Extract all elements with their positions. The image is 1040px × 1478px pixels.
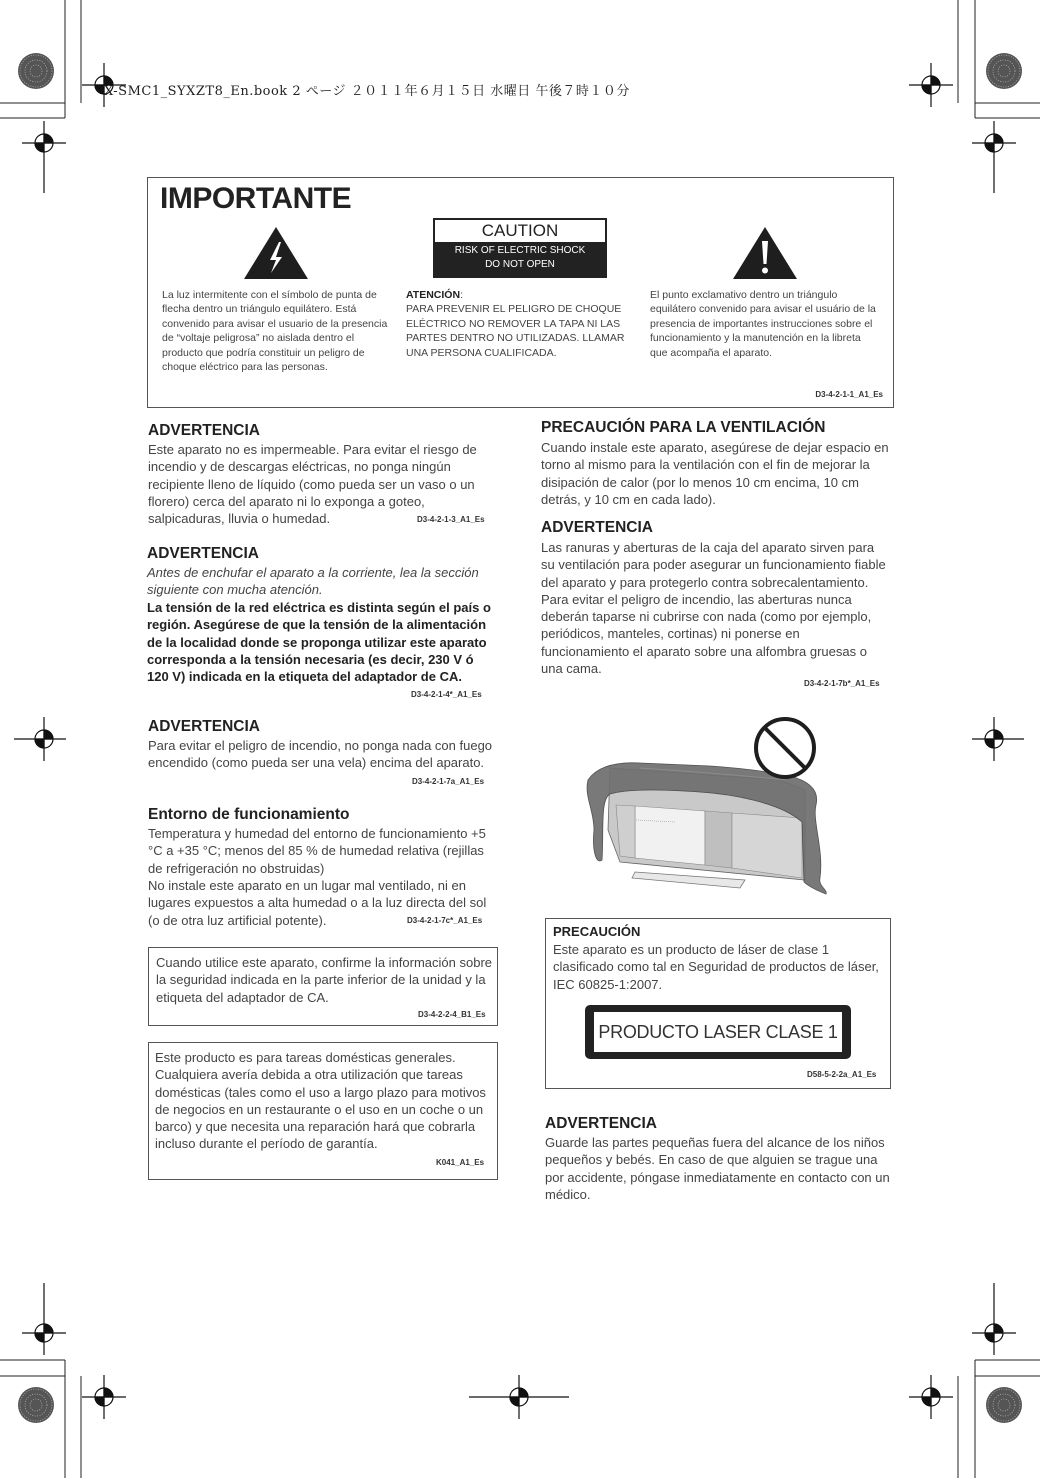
lightning-triangle-icon [243,226,309,280]
adv1-title: ADVERTENCIA [148,422,260,439]
adv2-italic: Antes de enchufar el aparato a la corriente, lea la sección siguiente con mucha atención. [147,565,479,598]
adv3-code: D3-4-2-1-7a_A1_Es [412,777,485,786]
adv5-title: ADVERTENCIA [545,1115,657,1132]
atencion-block [406,288,636,360]
entorno-code: D3-4-2-1-7c*_A1_Es [407,916,483,925]
caution-sub-line1: RISK OF ELECTRIC SHOCK [454,245,586,256]
atencion-label: ATENCIÓN [406,289,461,301]
exclamation-description: El punto exclamativo dentro un triángulo equilátero convenido para avisar el usuário de la presencia de importantes instrucciones sobre el funcionamiento y la manutención en la libreta que acompaña el aparato. [650,289,876,359]
lightning-description: La luz intermitente con el símbolo de punta de flecha dentro un triángulo equilátero. Está convenido para avisar el usuario de la presencia de “voltaje peligrosa” no aislada dentro el producto que podría constituir un peligro de choque eléctrico para las personas. [162,289,388,374]
adv3-text: Para evitar el peligro de incendio, no ponga nada con fuego encendido (como pueda ser una vela) encima del aparato. [148,738,493,771]
importante-title: IMPORTANTE [160,182,352,215]
info-box-2-code: K041_A1_Es [436,1158,485,1167]
book-header: X-SMC1_SYXZT8_En.book 2 ページ ２０１１年６月１５日 水曜日 午後７時１０分 [104,84,630,99]
adv5-text: Guarde las partes pequeñas fuera del alcance de los niños pequeños y bebés. En caso de que alguien se trague una por accidente, póngase inmediatamente en contacto con un médico. [545,1135,890,1202]
atencion-colon: : [460,289,463,301]
caution-subtitle [435,242,605,278]
importante-code: D3-4-2-1-1_A1_Es [815,390,883,399]
adv2-code: D3-4-2-1-4*_A1_Es [411,690,482,699]
precaucion-code: D58-5-2-2a_A1_Es [807,1070,877,1079]
adv2-bold: La tensión de la red eléctrica es distinta según el país o región. Asegúrese de que la tensión de la alimentación de la localidad donde se proponga utilizar este aparato corresponda a la tensión necesaria (es decir, 230 V ó 120 V) indicada en la etiqueta del adaptador de CA. [147,600,491,685]
covered-stereo-illustration [580,710,860,895]
adv2-title: ADVERTENCIA [147,545,259,562]
laser-class-label: PRODUCTO LASER CLASE 1 [594,1012,842,1052]
info-box-1-text: Cuando utilice este aparato, confirme la información sobre la seguridad indicada en la parte inferior de la unidad y la etiqueta del adaptador de CA. [156,955,493,1005]
adv4-text: Las ranuras y aberturas de la caja del aparato sirven para su ventilación para poder asegurar un funcionamiento fiable del aparato y para protegerlo contra sobrecalentamiento. Para evitar el peligro de incendio, las aberturas nunca deberán taparse ni cubrirse con nada (como por ejemplo, periódicos, manteles, cortinas) ni ponerse en funcionamiento el aparato sobre una alfombra gruesas o una cama. [541,540,886,677]
caution-label [433,218,607,278]
entorno-text2: No instale este aparato en un lugar mal ventilado, ni en lugares expuestos a alta humedad o a la luz directa del sol (o de otra luz artificial potente). [148,878,487,928]
vent-title: PRECAUCIÓN PARA LA VENTILACIÓN [541,419,826,436]
adv4-code: D3-4-2-1-7b*_A1_Es [804,679,880,688]
info-box-1-code: D3-4-2-2-4_B1_Es [418,1010,486,1019]
adv1-text: Este aparato no es impermeable. Para evitar el riesgo de incendio y de descargas eléctricas, no ponga ningún recipiente lleno de líquido (como pueda ser un vaso o un florero) cerca del aparato ni lo exponga a goteo, salpicaduras, lluvia o humedad. [148,442,477,527]
caution-title: CAUTION [481,221,559,240]
precaucion-title: PRECAUCIÓN [553,924,641,939]
exclamation-triangle-icon [732,226,798,280]
atencion-text: PARA PREVENIR EL PELIGRO DE CHOQUE ELÉCTRICO NO REMOVER LA TAPA NI LAS PARTES DENTRO NO UTILIZADAS. LLAMAR UNA PERSONA CUALIFICADA. [406,303,625,359]
entorno-title: Entorno de funcionamiento [148,806,350,823]
adv4-title: ADVERTENCIA [541,519,653,536]
adv1-code: D3-4-2-1-3_A1_Es [417,515,485,524]
precaucion-text: Este aparato es un producto de láser de clase 1 clasificado como tal en Seguridad de productos de láser, IEC 60825-1:2007. [553,942,879,992]
vent-text: Cuando instale este aparato, asegúrese de dejar espacio en torno al mismo para la ventilación con el fin de mejorar la disipación de calor (por lo menos 10 cm encima, 10 cm detrás, y 10 cm en cada lado). [541,440,889,507]
adv3-title: ADVERTENCIA [148,718,260,735]
caution-sub-line2: DO NOT OPEN [485,259,555,270]
entorno-text1: Temperatura y humedad del entorno de funcionamiento +5 °C a +35 °C; menos del 85 % de humedad relativa (rejillas de refrigeración no obstruidas) [148,826,486,876]
info-box-2-text: Este producto es para tareas domésticas generales. Cualquiera avería debida a otra utilización que tareas domésticas (tales como el uso a largo plazo para motivos de negocios en un restaurante o el uso en un coche o un barco) y que necesita una reparación hará que cobrarla incluso durante el período de garantía. [155,1050,486,1152]
